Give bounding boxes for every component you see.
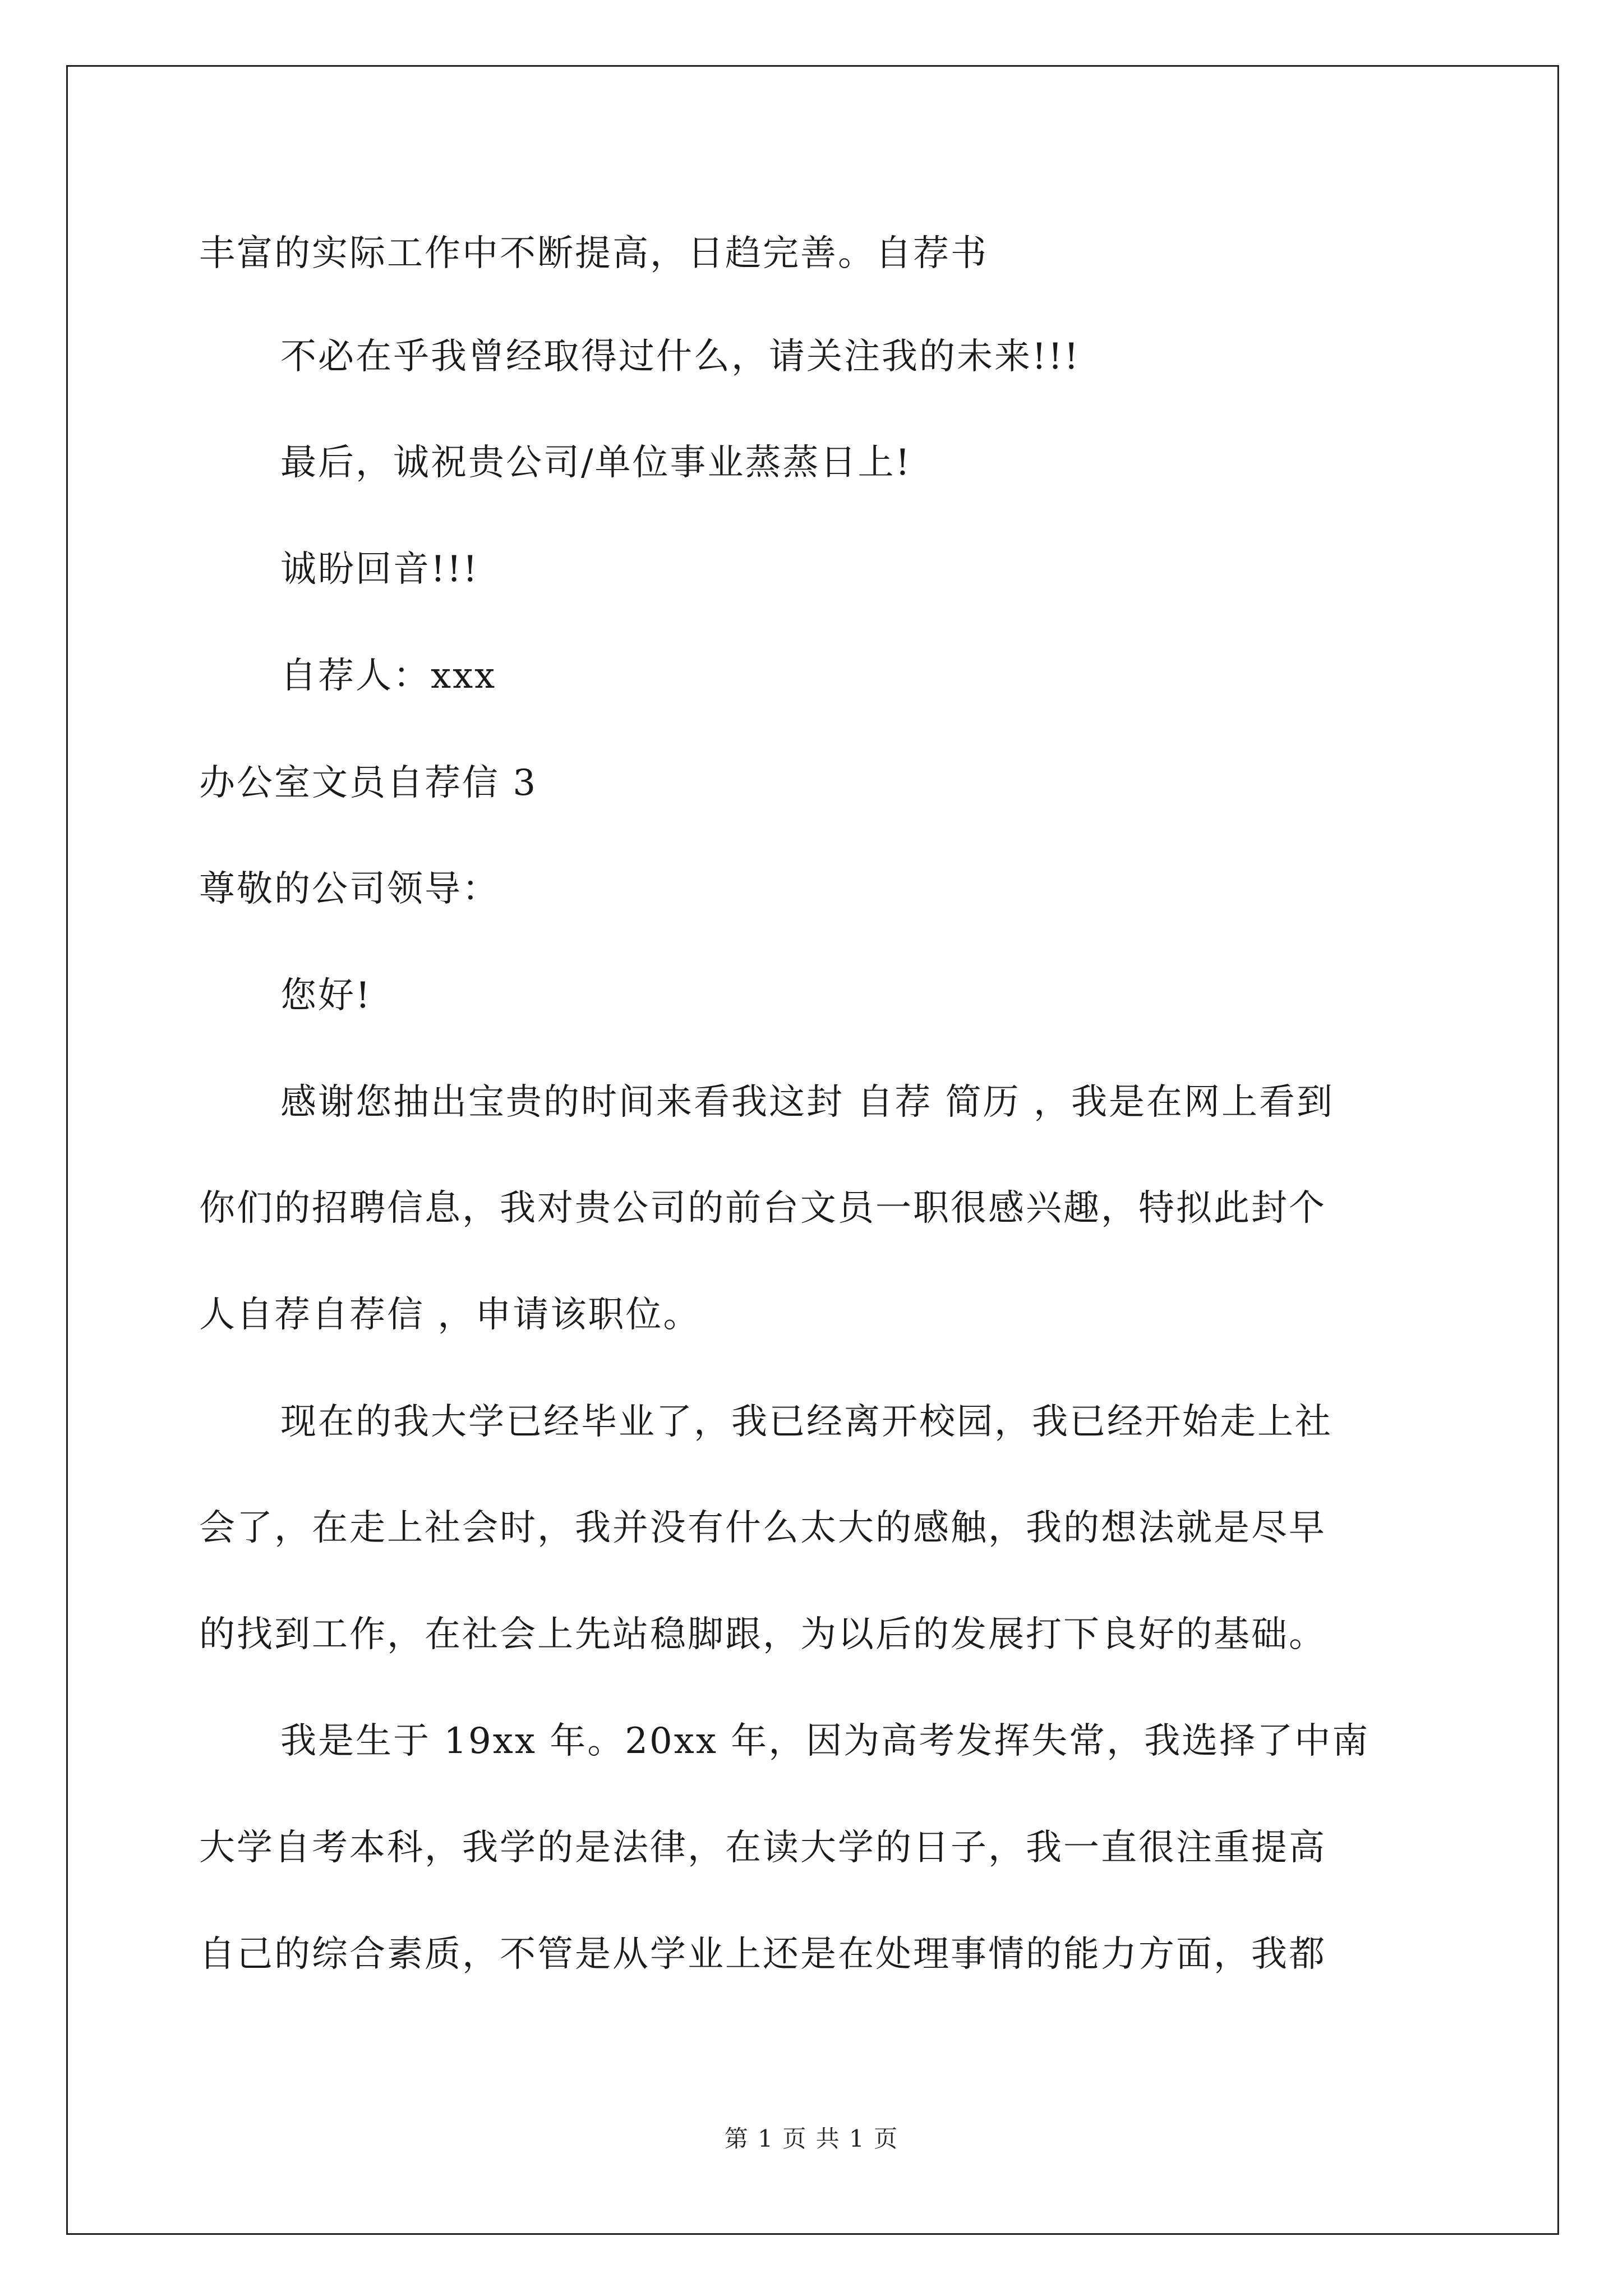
text-line: 的找到工作，在社会上先站稳脚跟，为以后的发展打下良好的基础。: [199, 1614, 1326, 1655]
text-line: 你们的招聘信息，我对贵公司的前台文员一职很感兴趣，特拟此封个: [199, 1188, 1326, 1229]
text-line: 诚盼回音!!!: [280, 549, 479, 590]
text-line: 感谢您抽出宝贵的时间来看我这封 自荐 简历 ，我是在网上看到: [280, 1082, 1335, 1123]
greeting: 您好!: [280, 975, 372, 1016]
page-footer: 第 1 页 共 1 页: [724, 2125, 899, 2152]
text-line: 丰富的实际工作中不断提高，日趋完善。自荐书: [199, 233, 988, 274]
text-line: 大学自考本科，我学的是法律，在读大学的日子，我一直很注重提高: [199, 1827, 1326, 1869]
text-line: 自己的综合素质，不管是从学业上还是在处理事情的能力方面，我都: [199, 1934, 1326, 1975]
signature-line: 自荐人：xxx: [280, 655, 497, 697]
salutation: 尊敬的公司领导：: [199, 868, 500, 910]
page-border: [66, 65, 1559, 2235]
section-heading: 办公室文员自荐信 3: [199, 762, 538, 804]
text-line: 不必在乎我曾经取得过什么，请关注我的未来!!!: [280, 336, 1081, 378]
text-line: 会了，在走上社会时，我并没有什么太大的感触，我的想法就是尽早: [199, 1507, 1326, 1549]
text-line: 我是生于 19xx 年。20xx 年，因为高考发挥失常，我选择了中南: [280, 1720, 1370, 1762]
text-line: 最后，诚祝贵公司/单位事业蒸蒸日上!: [280, 442, 912, 484]
text-line: 现在的我大学已经毕业了，我已经离开校园，我已经开始走上社: [280, 1401, 1332, 1443]
text-line: 人自荐自荐信 ，申请该职位。: [199, 1294, 701, 1336]
